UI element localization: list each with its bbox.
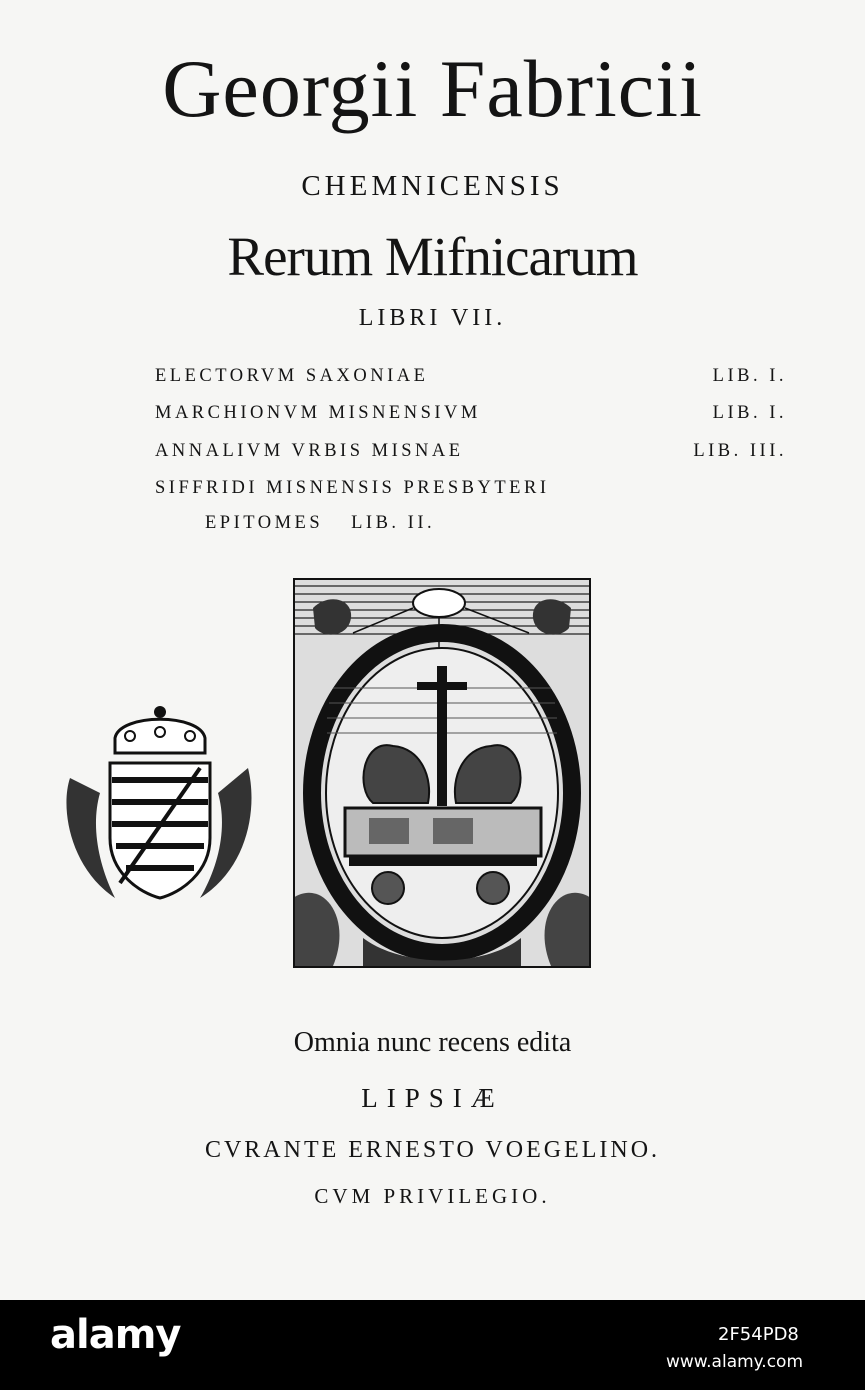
brand-logo: alamy xyxy=(50,1312,181,1358)
site-url: www.alamy.com xyxy=(666,1352,804,1372)
edition-note: Omnia nunc recens edita xyxy=(293,1027,572,1058)
contents-book: LIB. III. xyxy=(693,441,787,461)
contents-title: MARCHIONVM MISNENSIVM xyxy=(155,403,481,423)
contents-title: ANNALIVM VRBIS MISNAE xyxy=(155,441,464,461)
woodcut-illustration-icon xyxy=(293,578,591,968)
imprint-privilege: CVM PRIVILEGIO. xyxy=(314,1184,551,1208)
work-title: Rerum Mifnicarum xyxy=(227,226,638,287)
contents-line xyxy=(205,513,435,534)
contents-line xyxy=(155,366,787,387)
contents-line xyxy=(155,441,787,462)
author-name: Georgii Fabricii xyxy=(162,43,703,134)
book-count: LIBRI VII. xyxy=(358,305,507,331)
contents-book: LIB. I. xyxy=(712,366,787,386)
coat-of-arms-icon xyxy=(60,698,258,908)
contents-book: LIB. II. xyxy=(351,513,436,533)
contents-line xyxy=(155,403,787,424)
imprint-place: LIPSIÆ xyxy=(361,1083,504,1113)
contents-title: ELECTORVM SAXONIAE xyxy=(155,366,429,386)
image-id: 2F54PD8 xyxy=(718,1324,799,1345)
contents-title: EPITOMES xyxy=(205,513,324,533)
contents-book: LIB. I. xyxy=(712,403,787,423)
contents-line xyxy=(155,478,787,499)
imprint-publisher: CVRANTE ERNESTO VOEGELINO. xyxy=(204,1137,661,1163)
contents-title: SIFFRIDI MISNENSIS PRESBYTERI xyxy=(155,478,550,498)
author-origin: CHEMNICENSIS xyxy=(301,170,564,202)
